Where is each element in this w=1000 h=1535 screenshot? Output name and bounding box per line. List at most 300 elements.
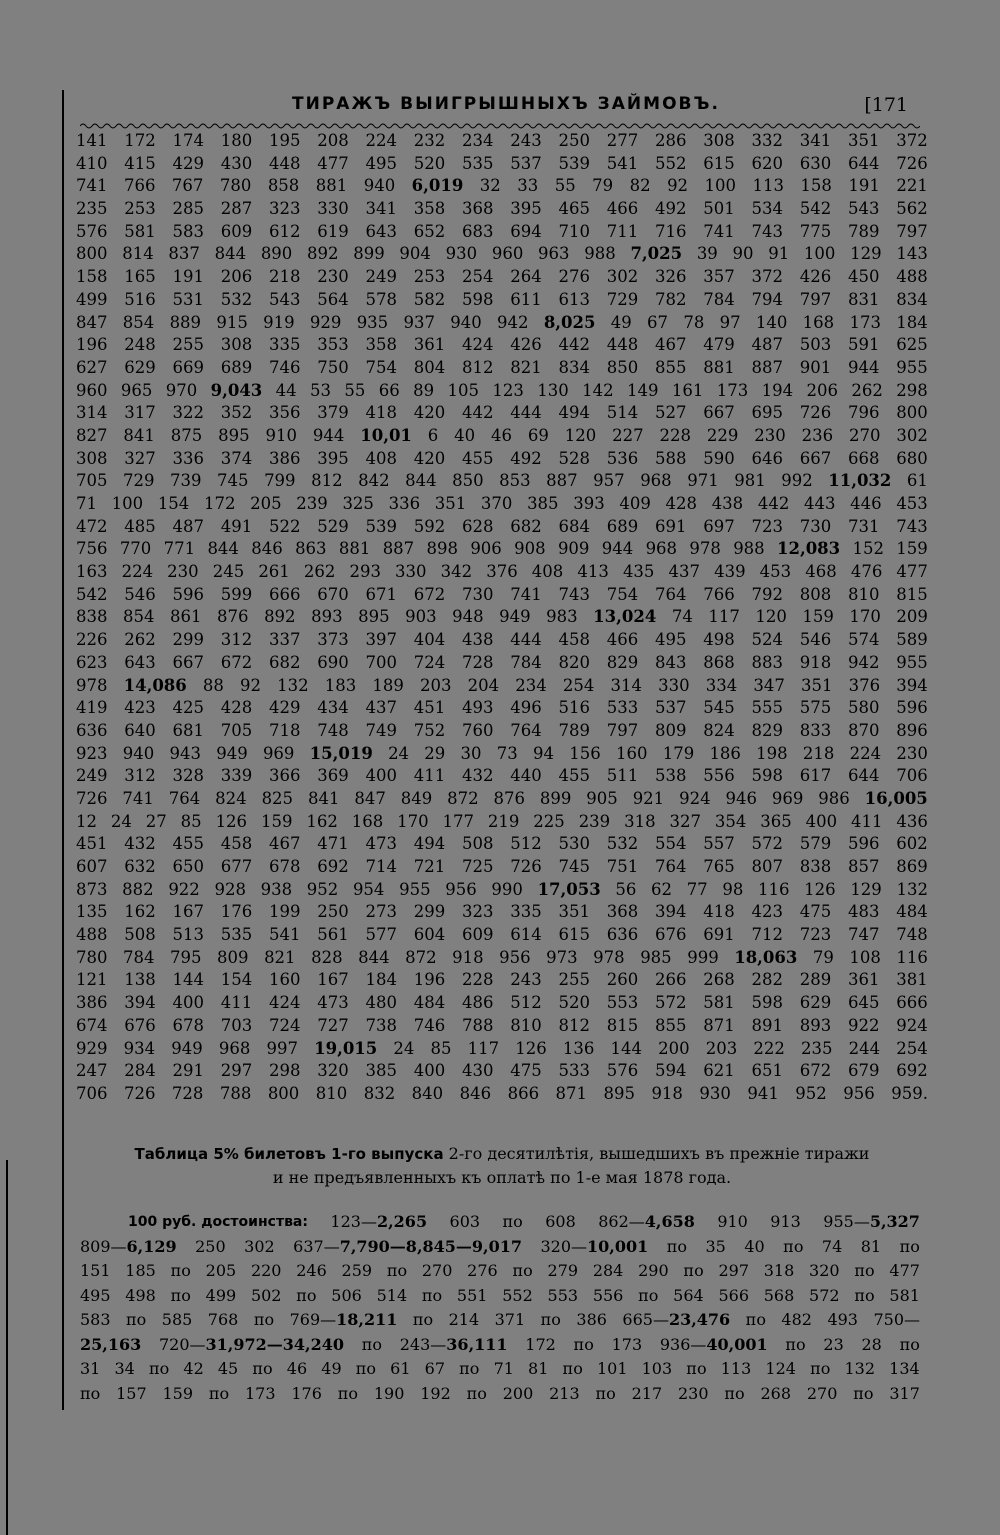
ticket-number: 426: [510, 335, 542, 355]
ticket-number: 955—5,327: [823, 1212, 920, 1231]
ticket-number: 420: [413, 403, 446, 423]
ticket-number: 936—40,001: [659, 1334, 768, 1354]
ticket-number: 266: [655, 970, 687, 990]
ticket-number: 218: [269, 267, 301, 287]
ticket-number: 889: [169, 312, 202, 332]
ticket-number: 716: [655, 221, 687, 241]
ticket-number: 794: [751, 289, 783, 309]
ticket-number: 942: [497, 312, 529, 332]
ticket-number: 800: [76, 244, 108, 264]
number-line: [76, 833, 928, 856]
number-line: [76, 992, 928, 1015]
ticket-number: 643: [365, 221, 397, 241]
ticket-number: 471: [317, 834, 349, 854]
ticket-number: по: [512, 1261, 533, 1280]
ticket-number: 336: [172, 448, 204, 468]
ticket-number: 771: [163, 539, 196, 559]
ticket-number: 741: [76, 176, 108, 196]
ticket-number: 34: [114, 1359, 135, 1378]
ticket-number: 12: [76, 811, 97, 831]
ticket-number: 268: [703, 970, 735, 990]
ticket-number: 797: [606, 720, 639, 740]
ticket-number: 442: [757, 494, 790, 513]
number-line: [76, 243, 928, 266]
ticket-number: 644: [848, 766, 880, 786]
ticket-number: 847: [354, 788, 386, 808]
ticket-number: 957: [593, 471, 625, 491]
ticket-number: 531: [172, 289, 204, 309]
ticket-number: 191: [172, 267, 204, 287]
ticket-number: 436: [896, 811, 928, 831]
ticket-number: 583: [172, 221, 204, 241]
ticket-number: 788: [462, 1015, 494, 1035]
ticket-number: 899: [539, 788, 572, 808]
ticket-number: 244: [848, 1038, 881, 1058]
ticket-number: 455: [172, 834, 204, 854]
ticket-number: 788: [219, 1083, 252, 1103]
ticket-number: 738: [365, 1015, 397, 1035]
ticket-number: 144: [172, 970, 204, 990]
ticket-number: 6: [427, 425, 439, 445]
ticket-number: 438: [462, 630, 494, 650]
ticket-number: 598: [751, 993, 783, 1013]
ticket-number: 243: [510, 131, 542, 150]
ticket-number: 298: [269, 1061, 301, 1081]
ticket-number: 887: [382, 539, 415, 559]
ticket-number: 318: [763, 1261, 795, 1280]
ticket-number: 941: [747, 1083, 779, 1103]
ticket-number: 200: [658, 1038, 690, 1058]
ticket-number: 710: [558, 221, 590, 241]
ticket-number: 968: [640, 471, 672, 491]
ticket-number: 423: [751, 902, 783, 922]
ticket-number: 541: [269, 925, 301, 945]
ticket-number: 809: [655, 720, 687, 740]
number-line: [76, 1015, 928, 1038]
ticket-number: 353: [317, 335, 349, 355]
ticket-number: 898: [426, 539, 458, 559]
ticket-number: 428: [665, 494, 698, 513]
ticket-number: 956: [843, 1083, 875, 1103]
ticket-number: по: [638, 1285, 659, 1305]
ticket-number: 220: [250, 1261, 282, 1280]
ticket-number: 530: [558, 834, 590, 854]
ticket-number: 229: [706, 425, 739, 445]
ticket-number: 841: [123, 425, 155, 445]
ticket-number: 535: [462, 153, 494, 173]
number-line: [76, 1060, 928, 1083]
ticket-number: 850: [606, 357, 639, 377]
ticket-number: 726: [76, 788, 108, 808]
ticket-number: 35: [705, 1236, 726, 1256]
ticket-number: 228: [462, 970, 494, 990]
ticket-number: 484: [896, 902, 928, 922]
ticket-number: 419: [76, 698, 108, 718]
ticket-number: 689: [606, 516, 639, 536]
ticket-number: 400: [172, 993, 204, 1013]
ticket-number: 61: [390, 1359, 411, 1378]
ticket-number: 646: [751, 448, 783, 468]
ticket-number: 327: [124, 448, 156, 468]
ticket-number: 789: [558, 720, 590, 740]
ticket-number: 450: [848, 267, 880, 287]
ticket-number: 636: [76, 720, 108, 740]
number-line: [76, 969, 928, 992]
ticket-number: по: [386, 1261, 408, 1280]
ticket-number: 854: [123, 607, 155, 627]
ticket-number: 784: [510, 652, 542, 672]
ticket-number: 551: [456, 1285, 488, 1305]
ticket-number: 726: [896, 153, 928, 173]
ticket-number: 576: [606, 1061, 639, 1081]
ticket-number: 723: [799, 925, 832, 945]
ticket-number: 651: [751, 1061, 783, 1081]
ticket-number: 196: [76, 335, 108, 355]
ticket-number: 572: [655, 993, 687, 1013]
ticket-number: 230: [896, 743, 928, 763]
ticket-number: 849: [400, 788, 433, 808]
number-line: [76, 924, 928, 947]
ticket-number: 299: [413, 902, 446, 922]
ticket-number: 607: [76, 857, 108, 876]
ticket-number: 33: [517, 176, 539, 196]
ticket-number: 937: [403, 312, 435, 332]
ticket-number: 842: [358, 471, 390, 491]
ticket-number: 810: [315, 1083, 348, 1103]
ticket-number: 351: [848, 131, 880, 150]
ticket-number: 123—2,265: [330, 1212, 428, 1231]
ticket-number: 841: [307, 788, 340, 808]
ticket-number: 494: [413, 834, 446, 854]
ticket-number: 514: [376, 1285, 408, 1305]
ticket-number: 249: [76, 766, 108, 786]
ticket-number: 320: [809, 1261, 840, 1280]
ticket-number: 511: [606, 766, 639, 786]
ticket-number: 677: [220, 857, 253, 876]
ticket-number: 978: [593, 947, 625, 967]
ticket-number: 62: [651, 879, 673, 899]
ticket-number: 629: [799, 993, 832, 1013]
ticket-number: по: [854, 1285, 875, 1305]
ticket-number: 578: [365, 289, 397, 309]
ticket-number: 988: [733, 539, 765, 559]
ticket-number: 681: [172, 720, 204, 740]
ticket-number: 140: [755, 312, 788, 332]
ticket-number: 981: [734, 471, 766, 491]
ticket-number: 126: [804, 879, 836, 899]
ticket-number: 838: [799, 857, 832, 876]
ticket-number: 796: [848, 403, 880, 423]
ticket-number: 351: [558, 902, 590, 922]
ticket-number: 81: [860, 1236, 882, 1256]
ticket-number: 775: [799, 221, 832, 241]
ticket-number: 769—18,211: [289, 1310, 398, 1329]
ticket-number: 132: [896, 879, 928, 899]
ticket-number: 385: [527, 494, 559, 513]
ticket-number: 672: [220, 652, 253, 672]
ticket-number: 204: [467, 675, 500, 695]
ticket-number: 814: [122, 244, 154, 264]
ticket-number: 126: [215, 811, 248, 831]
ticket-number: 682: [510, 516, 542, 536]
ticket-number: 354: [714, 811, 747, 831]
ticket-number: 588: [655, 448, 687, 468]
ticket-number: 784: [703, 289, 735, 309]
ticket-number: 92: [240, 675, 262, 695]
paragraph-line: [80, 1308, 920, 1333]
ticket-number: 872: [447, 788, 479, 808]
ticket-number: 800: [267, 1083, 300, 1103]
ticket-number: 743: [751, 221, 783, 241]
ticket-number: 67: [647, 312, 669, 332]
ticket-number: 760: [462, 720, 494, 740]
ticket-number: 591: [848, 335, 880, 355]
ticket-number: по: [502, 1212, 523, 1231]
ticket-number: 73: [496, 743, 518, 763]
ticket-number: 666: [269, 584, 301, 604]
ticket-number: 815: [896, 584, 928, 604]
ticket-number: 176: [220, 902, 253, 922]
ticket-number: 224: [121, 562, 154, 582]
ticket-number: 370: [480, 494, 513, 513]
ticket-number: 844: [358, 947, 390, 967]
ticket-number: 394: [896, 675, 928, 695]
ticket-number: 726: [799, 403, 832, 423]
ticket-number: 255: [558, 970, 590, 990]
ticket-number: по: [540, 1310, 561, 1329]
ticket-number: 850: [452, 471, 484, 491]
ticket-number: 339: [220, 766, 253, 786]
ticket-number: 615: [703, 153, 735, 173]
ticket-number: 503: [799, 335, 832, 355]
ticket-number: по: [666, 1236, 688, 1256]
ticket-number: 731: [848, 516, 880, 536]
ticket-number: 908: [514, 539, 546, 559]
ticket-number: 332: [751, 131, 783, 150]
ticket-number: 508: [462, 834, 494, 854]
ticket-number: 724: [413, 652, 446, 672]
ticket-number: 23: [823, 1334, 844, 1354]
ticket-number: 129: [850, 244, 882, 264]
number-line: [76, 947, 928, 970]
ticket-number: 10,01: [360, 425, 412, 445]
ticket-number: 477: [896, 562, 928, 582]
ticket-number: 604: [413, 925, 446, 945]
section-heading-bold: Таблица 5% билетовъ 1-го выпуска: [134, 1145, 444, 1163]
ticket-number: 921: [632, 788, 665, 808]
ticket-number: 825: [261, 788, 294, 808]
ticket-number: 581: [703, 993, 735, 1013]
ticket-number: 386: [76, 993, 108, 1013]
ticket-number: 400: [365, 766, 397, 786]
ticket-number: 594: [655, 1061, 687, 1081]
ticket-number: 291: [172, 1061, 204, 1081]
ticket-number: 120: [564, 425, 597, 445]
ticket-number: 468: [805, 562, 837, 582]
ticket-number: 341: [365, 199, 397, 219]
ticket-number: 887: [751, 357, 783, 377]
ticket-number: 320—10,001: [540, 1236, 649, 1256]
ticket-number: 557: [703, 834, 735, 854]
ticket-number: 960: [76, 380, 108, 400]
ticket-number: 8,025: [543, 312, 596, 332]
ticket-number: 277: [606, 131, 639, 150]
ticket-number: 691: [655, 516, 687, 536]
ticket-number: 408: [531, 562, 564, 582]
ticket-number: 488: [896, 267, 928, 287]
ticket-number: 411: [851, 811, 883, 831]
ticket-number: 159: [260, 811, 293, 831]
ticket-number: 270: [421, 1261, 453, 1280]
ticket-number: 676: [124, 1015, 156, 1035]
ticket-number: 545: [703, 698, 735, 718]
ticket-number: 554: [655, 834, 687, 854]
ticket-number: 528: [558, 448, 590, 468]
ticket-number: 423: [124, 698, 156, 718]
ticket-number: 645: [848, 993, 880, 1013]
number-line: [76, 652, 928, 675]
ticket-number: 356: [269, 403, 301, 423]
ticket-number: 858: [267, 176, 300, 196]
ticket-number: 289: [799, 970, 832, 990]
ticket-number: 918: [651, 1083, 683, 1103]
ticket-number: 435: [622, 562, 655, 582]
ticket-number: 765: [703, 857, 735, 876]
ticket-number: 536: [606, 448, 639, 468]
ticket-number: 724: [269, 1015, 301, 1035]
ticket-number: 24: [388, 743, 410, 763]
ticket-number: 179: [662, 743, 695, 763]
section-heading-line-2: и не предъявленныхъ къ оплатѣ по 1-е мая 1878 года.: [272, 1168, 732, 1187]
ticket-number: 55: [554, 176, 576, 196]
ticket-number: 49: [610, 312, 632, 332]
ticket-number: 473: [317, 993, 349, 1013]
ticket-number: 472: [76, 516, 108, 536]
ticket-number: 361: [848, 970, 880, 990]
ticket-number: 899: [353, 244, 385, 264]
ticket-number: 85: [430, 1038, 452, 1058]
paragraph-line: [80, 1284, 920, 1309]
ticket-number: 395: [317, 448, 349, 468]
ticket-number: 287: [220, 199, 253, 219]
ticket-number: 458: [220, 834, 253, 854]
ticket-number: 334: [705, 675, 738, 695]
ticket-number: 494: [558, 403, 590, 423]
ticket-number: 797: [799, 289, 832, 309]
ticket-number: 327: [669, 811, 701, 831]
ticket-number: 492: [510, 448, 542, 468]
ticket-number: 901: [799, 357, 832, 377]
ticket-number: 855: [655, 357, 687, 377]
ticket-number: 90: [732, 244, 754, 264]
ticket-number: 424: [269, 993, 301, 1013]
ticket-number: 930: [699, 1083, 731, 1103]
ticket-number: 404: [413, 630, 446, 650]
number-line: [76, 675, 928, 698]
ticket-number: 883: [751, 652, 783, 672]
ticket-number: 992: [781, 471, 813, 491]
ticket-number: 351: [801, 675, 833, 695]
ticket-number: 714: [365, 857, 397, 876]
ticket-number: 161: [671, 380, 704, 400]
ticket-number: 154: [220, 970, 253, 990]
ticket-number: 418: [365, 403, 397, 423]
number-line: [76, 448, 928, 471]
paragraph-line: [80, 1357, 920, 1382]
ticket-number: 189: [372, 675, 404, 695]
ticket-number: 163: [76, 562, 108, 582]
ticket-number: 869: [896, 857, 928, 876]
ticket-number: 226: [76, 630, 108, 650]
ticket-number: 183: [324, 675, 357, 695]
ticket-number: 955: [399, 879, 431, 899]
ticket-number: по: [595, 1383, 616, 1403]
ticket-number: 915: [216, 312, 248, 332]
ticket-number: 228: [659, 425, 692, 445]
ticket-number: 895: [603, 1083, 635, 1103]
ticket-number: 846: [459, 1083, 492, 1103]
ticket-number: 184: [365, 970, 397, 990]
number-line: [76, 425, 928, 448]
ticket-number: 484: [413, 993, 446, 1013]
number-line: [76, 765, 928, 788]
ticket-number: 455: [462, 448, 494, 468]
ticket-number: по: [745, 1310, 766, 1329]
ticket-number: 944: [312, 425, 345, 445]
ticket-number: 516: [124, 289, 156, 309]
ticket-number: 101: [596, 1359, 628, 1378]
ticket-number: 268: [760, 1383, 792, 1403]
ticket-number: 366: [269, 766, 301, 786]
ticket-number: 694: [510, 221, 542, 241]
ticket-number: 861: [170, 607, 202, 627]
ticket-number: 475: [799, 902, 832, 922]
ticket-number: 812: [311, 471, 343, 491]
ticket-number: 747: [848, 925, 880, 945]
ticket-number: 876: [217, 607, 249, 627]
ticket-number: 479: [703, 335, 735, 355]
ticket-number: 955: [896, 357, 928, 377]
ticket-number: по: [785, 1334, 806, 1354]
ticket-number: 176: [291, 1383, 322, 1403]
ticket-number: 227: [612, 425, 644, 445]
ticket-number: 430: [220, 153, 253, 173]
number-line: [76, 697, 928, 720]
ticket-number: по: [412, 1310, 434, 1329]
ticket-number: 105: [447, 380, 480, 400]
ticket-number: 670: [317, 584, 349, 604]
ticket-number: 674: [76, 1015, 108, 1035]
ticket-number: 312: [124, 766, 156, 786]
ticket-number: 443: [804, 494, 836, 513]
ticket-number: 892: [264, 607, 296, 627]
ticket-number: 168: [802, 312, 835, 332]
ticket-number: 92: [667, 176, 689, 196]
ticket-number: 74: [671, 607, 693, 627]
ticket-number: 598: [462, 289, 494, 309]
ticket-number: 32: [479, 176, 501, 196]
ticket-number: 361: [413, 335, 446, 355]
ticket-number: 599: [220, 584, 253, 604]
ticket-number: 542: [76, 584, 108, 604]
ticket-number: 632: [124, 857, 156, 876]
ticket-number: 418: [703, 902, 735, 922]
ticket-number: 973: [546, 947, 578, 967]
ticket-number: 368: [606, 902, 639, 922]
ticket-number: 85: [180, 811, 202, 831]
ticket-number: 186: [709, 743, 741, 763]
ticket-number: по: [252, 1359, 273, 1378]
